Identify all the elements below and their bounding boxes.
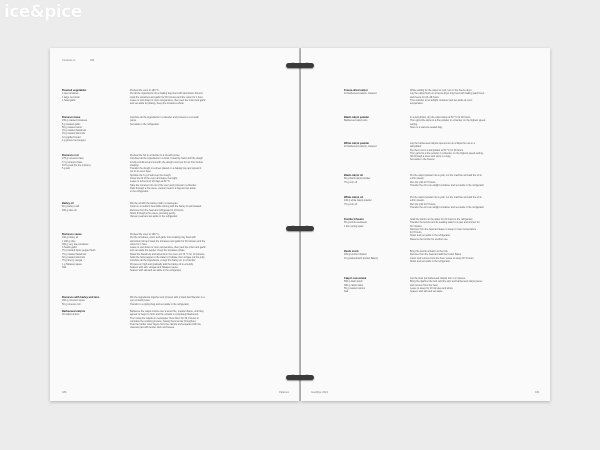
step-line: aluminium foil and roast the tomatoes and garlic for 30 minutes and the bbox=[130, 239, 206, 243]
ingredient-line: 190 g barley oil bbox=[62, 236, 79, 240]
ingredient-line: 30 g roasted almonds bbox=[62, 256, 85, 260]
step-line: Take the romesco roti out of the oven and process in a blender. bbox=[130, 183, 197, 187]
step-line: Strain through a fine sieve, pressing gently. bbox=[130, 211, 176, 215]
recipe-steps bbox=[410, 277, 482, 293]
ingredient-line: 150 g roasted tomatoes bbox=[62, 119, 88, 123]
recipe-ingredients bbox=[344, 196, 372, 206]
footer-left-page: 180 bbox=[62, 391, 67, 394]
step-line: Leave to ferment for 20 days at 60 °C. bbox=[130, 180, 171, 184]
binder-ring bbox=[286, 226, 314, 231]
recipe-title: Black calçot powder bbox=[344, 116, 370, 119]
ingredient-line: 75 g toasted loose pepper flesh bbox=[62, 249, 96, 253]
ingredient-line: 1 200 g olive bbox=[62, 239, 76, 243]
step-line: In a dehydrator, dry the calçot skins at 50 °C for 48 hours. bbox=[410, 116, 472, 119]
right-page bbox=[301, 48, 550, 401]
step-line: Preheat the oven to 180 °C. bbox=[130, 89, 160, 92]
step-line: Soak the ñora pepper in the water to hydrate, then scrape out the pulp. bbox=[130, 256, 205, 260]
step-line: Bring the kombu infusion to the boil. bbox=[410, 250, 449, 253]
step-line: setting. bbox=[410, 122, 418, 126]
step-line: shaping. bbox=[130, 163, 140, 167]
ingredient-line: 50 g romesco roti bbox=[62, 302, 81, 306]
ingredient-line: 1 g Tabasco sauce bbox=[62, 262, 82, 266]
recipe-ingredients bbox=[344, 277, 366, 293]
step-line: Combine all the ingredients in a bowl. Knead by hand until the dough bbox=[130, 157, 203, 161]
step-line: Pass through a fine sieve, vacuum seal in a bag and set aside bbox=[130, 186, 196, 190]
step-line: Season with salt and set aside in the refrigerator. bbox=[130, 269, 182, 273]
step-line: a thin stream. bbox=[410, 199, 425, 203]
recipe-steps bbox=[410, 174, 484, 187]
ingredient-line: 15 g roasted hazelnuts bbox=[62, 129, 87, 133]
recipe-steps bbox=[130, 233, 206, 273]
footer-right-page: 181 bbox=[535, 391, 540, 394]
recipe-ingredients bbox=[344, 218, 367, 228]
ingredient-line: 500 g dashi stock bbox=[344, 280, 363, 284]
recipe-ingredients bbox=[62, 202, 79, 212]
step-line: Close the lid of the oven and leave overnight. bbox=[130, 177, 178, 181]
ingredient-line: 200 g romesco sauce bbox=[62, 299, 85, 303]
step-line: onion for 1 hour. bbox=[130, 242, 148, 246]
step-line: Vacuum seal and set aside in the refrigerator. bbox=[130, 215, 178, 219]
step-line: Sift through a sieve and store in a bag. bbox=[410, 155, 451, 159]
step-line: dehydrator. bbox=[410, 145, 422, 149]
step-line: Remove from the heat and refrigerate for 24 hours. bbox=[130, 208, 184, 212]
ingredient-line: 100 g white calçot powder bbox=[344, 199, 372, 203]
recipe-ingredients bbox=[344, 250, 378, 260]
recipe-ingredients bbox=[62, 89, 86, 102]
header-left-label: Contents to bbox=[62, 59, 76, 62]
recipe-ingredients bbox=[62, 154, 91, 170]
step-line: Then grind to a fine powder in a blender on the highest speed setting. bbox=[410, 151, 484, 155]
step-line: Set aside in the freezer. bbox=[410, 158, 436, 162]
step-line: temperature. bbox=[410, 102, 424, 106]
binder-ring bbox=[286, 375, 314, 380]
recipe-title: Black calçot oil bbox=[344, 174, 363, 177]
recipe-title: Roasted vegetables bbox=[62, 89, 87, 92]
ingredient-line: 275 g romesco base bbox=[62, 157, 84, 161]
step-line: Put the calçot powder into a yolk, run the machine and add the oil in bbox=[410, 174, 482, 177]
step-line: cleanest part with tender stem and leaves. bbox=[130, 326, 175, 330]
ingredient-line: 50 g roasted onion bbox=[62, 125, 82, 129]
step-line: Sprinkle the 5 g of salt over the dough. bbox=[130, 173, 171, 177]
recipe-ingredients bbox=[344, 174, 370, 184]
step-line: and set aside the pepper. Keep the tomatoes whole. bbox=[130, 249, 186, 253]
step-line: Leave to steep for 10 minutes and strain. bbox=[410, 286, 454, 290]
recipe-title: White calçot oil bbox=[344, 196, 364, 199]
step-line: very smooth purée. bbox=[130, 299, 151, 303]
recipe-steps bbox=[410, 89, 484, 105]
ingredient-line: 10.5 g salt (for the mixture) bbox=[62, 163, 91, 167]
header-left-page: 181 bbox=[90, 59, 95, 62]
step-line: roast the tomatoes and garlic for 30 minutes and the onion for 1 hour. bbox=[130, 95, 204, 99]
recipe-ingredients bbox=[62, 310, 85, 317]
ingredient-line: Salt bbox=[62, 265, 67, 269]
step-line: and freeze for 24–48 hours. bbox=[410, 95, 440, 99]
recipe-steps bbox=[130, 310, 204, 330]
step-line: Transfer the oil to an airtight container and set aside in the refrigerator. bbox=[410, 205, 485, 209]
ingredient-line: 60 g barley malt bbox=[62, 205, 80, 209]
recipe-title: Calçot consommé bbox=[344, 277, 367, 280]
ingredient-line: 10 g katsuobushi (bonito flakes) bbox=[344, 256, 378, 260]
step-line: Put all the ingredients into a baking tray lined with aluminium foil and bbox=[130, 92, 203, 96]
step-line: Cut the slow pot barbecued calçots into 1 cm pieces. bbox=[410, 277, 466, 280]
step-line: Roast the hazelnuts and almonds in the oven at 170 °C for 10 minutes. bbox=[130, 252, 205, 256]
recipe-steps bbox=[410, 142, 484, 162]
ingredient-line: 300 g very ripe tomatoes bbox=[62, 242, 89, 246]
recipe-title: Romesco with barley and tens bbox=[62, 296, 100, 299]
recipe-ingredients bbox=[62, 296, 99, 306]
step-line: for 8 hours. bbox=[410, 231, 423, 235]
step-line: Set aside in the refrigerator. bbox=[130, 122, 160, 126]
site-logo: ice&pice bbox=[4, 2, 82, 22]
step-line: purée. bbox=[130, 119, 137, 123]
left-page bbox=[50, 48, 299, 401]
recipe-title: Romesco base bbox=[62, 116, 81, 119]
ingredient-line: 2 ripe tomatoes bbox=[62, 92, 79, 96]
step-line: and remove from the heat. bbox=[410, 283, 439, 287]
recipe-steps bbox=[410, 250, 474, 263]
recipe-steps bbox=[410, 218, 480, 241]
step-line: Transfer the kombu and its soaking water to a pan and simmer for bbox=[410, 221, 480, 225]
step-line: out to an even layer. bbox=[130, 170, 152, 174]
step-line: Season with salt, vinegar and Tabasco sauce. bbox=[130, 265, 179, 269]
step-line: Strain and set aside in the refrigerator. bbox=[410, 259, 451, 263]
ingredient-line: 5 g salt bbox=[62, 167, 70, 171]
recipe-ingredients bbox=[62, 116, 87, 142]
recipe-steps bbox=[130, 296, 205, 306]
step-line: Cook on a medium heat while stirring with the barley is well toasted. bbox=[130, 205, 202, 209]
ingredient-line: 75 g corn oil bbox=[344, 202, 358, 206]
step-line: Put the tomatoes, onion and garlic into a baking tray lined with bbox=[130, 236, 196, 240]
ingredient-line: 1 head garlic bbox=[62, 98, 76, 102]
ingredient-line: 75 g roasted hazelnuts bbox=[62, 252, 87, 256]
step-line: Mix the ingredients together and process with a hand-held blender to a bbox=[130, 296, 205, 299]
ingredient-line: 10 barbecued calçots, cleaned bbox=[344, 92, 377, 96]
step-line: Then transfer to an airtight container and set aside at room bbox=[410, 98, 473, 102]
ingredient-line: 3 heads garlic bbox=[62, 246, 77, 250]
step-line: Run the yolk for 5 hours. bbox=[410, 180, 437, 184]
step-line: Leave to cool down to room temperature, then peel the onion and garlic bbox=[130, 98, 206, 102]
step-line: Run the yolk for 5 hours. bbox=[410, 202, 437, 206]
step-line: is fully combined and smooth; the dough must rest for an hour before bbox=[130, 160, 203, 164]
ingredient-line: 1 litre spring water bbox=[344, 224, 364, 228]
step-line: 30 minutes. bbox=[410, 224, 423, 228]
recipe-steps bbox=[130, 116, 199, 126]
step-line: Reserve the kombu for another use. bbox=[410, 237, 449, 241]
ingredient-line: 400 g kombu infusion bbox=[344, 253, 367, 257]
step-line: Peel the harder outer layers from the calçots and separate both the bbox=[130, 323, 201, 327]
step-line: in the refrigerator. bbox=[130, 190, 149, 194]
ingredient-line: 75 g sherry vinegar bbox=[62, 259, 83, 263]
step-line: Remove from the heat and add the bonito flakes. bbox=[410, 253, 462, 257]
recipe-ingredients bbox=[344, 116, 369, 123]
recipe-title: Barbecued calçots bbox=[62, 310, 86, 313]
step-line: Transfer the dough to a sheet placed on a baking tray and spread it bbox=[130, 167, 202, 171]
recipe-title: Romesco roti bbox=[62, 154, 79, 157]
step-line: Transfer the oil to an airtight container and set aside in the refrigerator. bbox=[410, 183, 485, 187]
step-line: Then grind the skins to a fine powder in a blender on the highest speed bbox=[410, 119, 486, 123]
ingredient-line: 8 g roasted garlic bbox=[62, 122, 81, 126]
ingredient-line: 1 large red onion bbox=[62, 95, 80, 99]
step-line: Store in a vacuum-sealed bag. bbox=[410, 125, 443, 129]
recipe-title: Barley oil bbox=[62, 202, 74, 205]
recipe-steps bbox=[130, 202, 202, 218]
step-line: Season with salt and set aside. bbox=[410, 290, 443, 294]
step-line: Preheat the oven to 180 °C. bbox=[130, 233, 160, 236]
step-line: While waiting for the calçot to cool, turn in the freeze-dryer. bbox=[410, 89, 473, 92]
step-line: Process on high and gradually add the barley oil to emulsify. bbox=[130, 262, 194, 266]
step-line: Lay the barbecued calçots opened out on a Silpat for use in a bbox=[410, 142, 475, 145]
recipe-ingredients bbox=[344, 89, 376, 96]
step-line: Cover and remove from the heat. Leave to steep for 5 hours. bbox=[410, 256, 475, 260]
ingredient-line: 30 calçot onions bbox=[62, 313, 80, 317]
step-line: appear to begin to 'sink' and the outside is completely blackened. bbox=[130, 313, 199, 317]
ingredient-line: 10 barbecued calçots, cleaned bbox=[344, 145, 377, 149]
step-line: Transfer to a piping bag and set aside in the refrigerator. bbox=[130, 302, 190, 306]
recipe-title: White calçot powder bbox=[344, 142, 370, 145]
step-line: Strain and set aside in the refrigerator. bbox=[410, 234, 451, 238]
ingredient-line: 77 g romesco base bbox=[62, 160, 83, 164]
ingredient-line: 300 g calçot skins bbox=[344, 283, 364, 287]
footer-center-left: Patience bbox=[279, 391, 290, 394]
recipe-steps bbox=[410, 196, 484, 209]
step-line: Combine all the ingredients, except the barley oil, in a blender. bbox=[130, 259, 196, 263]
cookbook-spread bbox=[50, 48, 550, 401]
recipe-title: Kombu infusion bbox=[344, 218, 364, 221]
step-line: Remove from the heat and leave to steep to room temperature bbox=[410, 227, 477, 231]
ingredient-line: 50 g roasted onions bbox=[344, 286, 365, 290]
ingredient-line: 15 g roasted almonds bbox=[62, 132, 85, 136]
step-line: Mix the oil with the barley malt in a saucepan. bbox=[130, 202, 179, 205]
recipe-steps bbox=[130, 154, 203, 194]
step-line: Bring the dashi to the boil, add the skin and barbecued calçot pieces bbox=[410, 280, 483, 284]
step-line: Lay the calçot flesh on a freeze-dryer tray lined with baking parchment bbox=[410, 92, 485, 96]
step-line: Then wrap the calçots in newspaper. Rest them for 30 minutes to bbox=[130, 316, 199, 320]
ingredient-line: 80 g black calçot powder bbox=[344, 177, 371, 181]
ingredient-line: 200 g olive oil bbox=[62, 208, 77, 212]
ingredient-line: 75 g corn oil bbox=[344, 180, 358, 184]
ingredient-line: Barbecued calçot skin bbox=[344, 119, 368, 123]
recipe-title: Romesco sauce bbox=[62, 233, 82, 236]
step-line: Put the calçot powder into a yolk, run the machine and add the oil in bbox=[410, 196, 482, 199]
step-line: a thin stream. bbox=[410, 177, 425, 181]
binder-ring bbox=[286, 63, 314, 68]
recipe-title: Freeze-dried calçot bbox=[344, 89, 368, 92]
step-line: Soak the kombu in the water for 24 hours in the refrigerator. bbox=[410, 218, 474, 221]
recipe-ingredients bbox=[344, 142, 376, 149]
recipe-steps bbox=[130, 89, 206, 105]
ingredient-line: 50 g kombu seaweed bbox=[344, 221, 367, 225]
recipe-ingredients bbox=[62, 233, 95, 269]
ingredient-line: 12 g grilled bread bbox=[62, 135, 81, 139]
ingredient-line: 2 g ground red pepper bbox=[62, 139, 86, 143]
recipe-title: Dashi stock bbox=[344, 250, 359, 253]
step-line: Leave to cool down to room temperature, then peel the onion and garlic bbox=[130, 246, 206, 250]
step-line: and set aside for plating. Keep the tomatoes whole. bbox=[130, 102, 185, 106]
step-line: Dry them out in a dehydrator at 50 °C for 48 hours. bbox=[410, 148, 464, 152]
footer-center-right: Goodbye 2021 bbox=[311, 391, 329, 394]
step-line: Barbecue the calçot onions over a wood fire, medium flame, until they bbox=[130, 310, 204, 313]
step-line: Preheat the hot in a blender to a smooth purée. bbox=[130, 154, 181, 157]
recipe-steps bbox=[410, 116, 485, 129]
step-line: complete the cooking process, having them tender throughout. bbox=[130, 319, 197, 323]
ingredient-line: Salt bbox=[344, 290, 349, 294]
step-line: Combine all the ingredients in a blender and process to a smooth bbox=[130, 116, 199, 119]
